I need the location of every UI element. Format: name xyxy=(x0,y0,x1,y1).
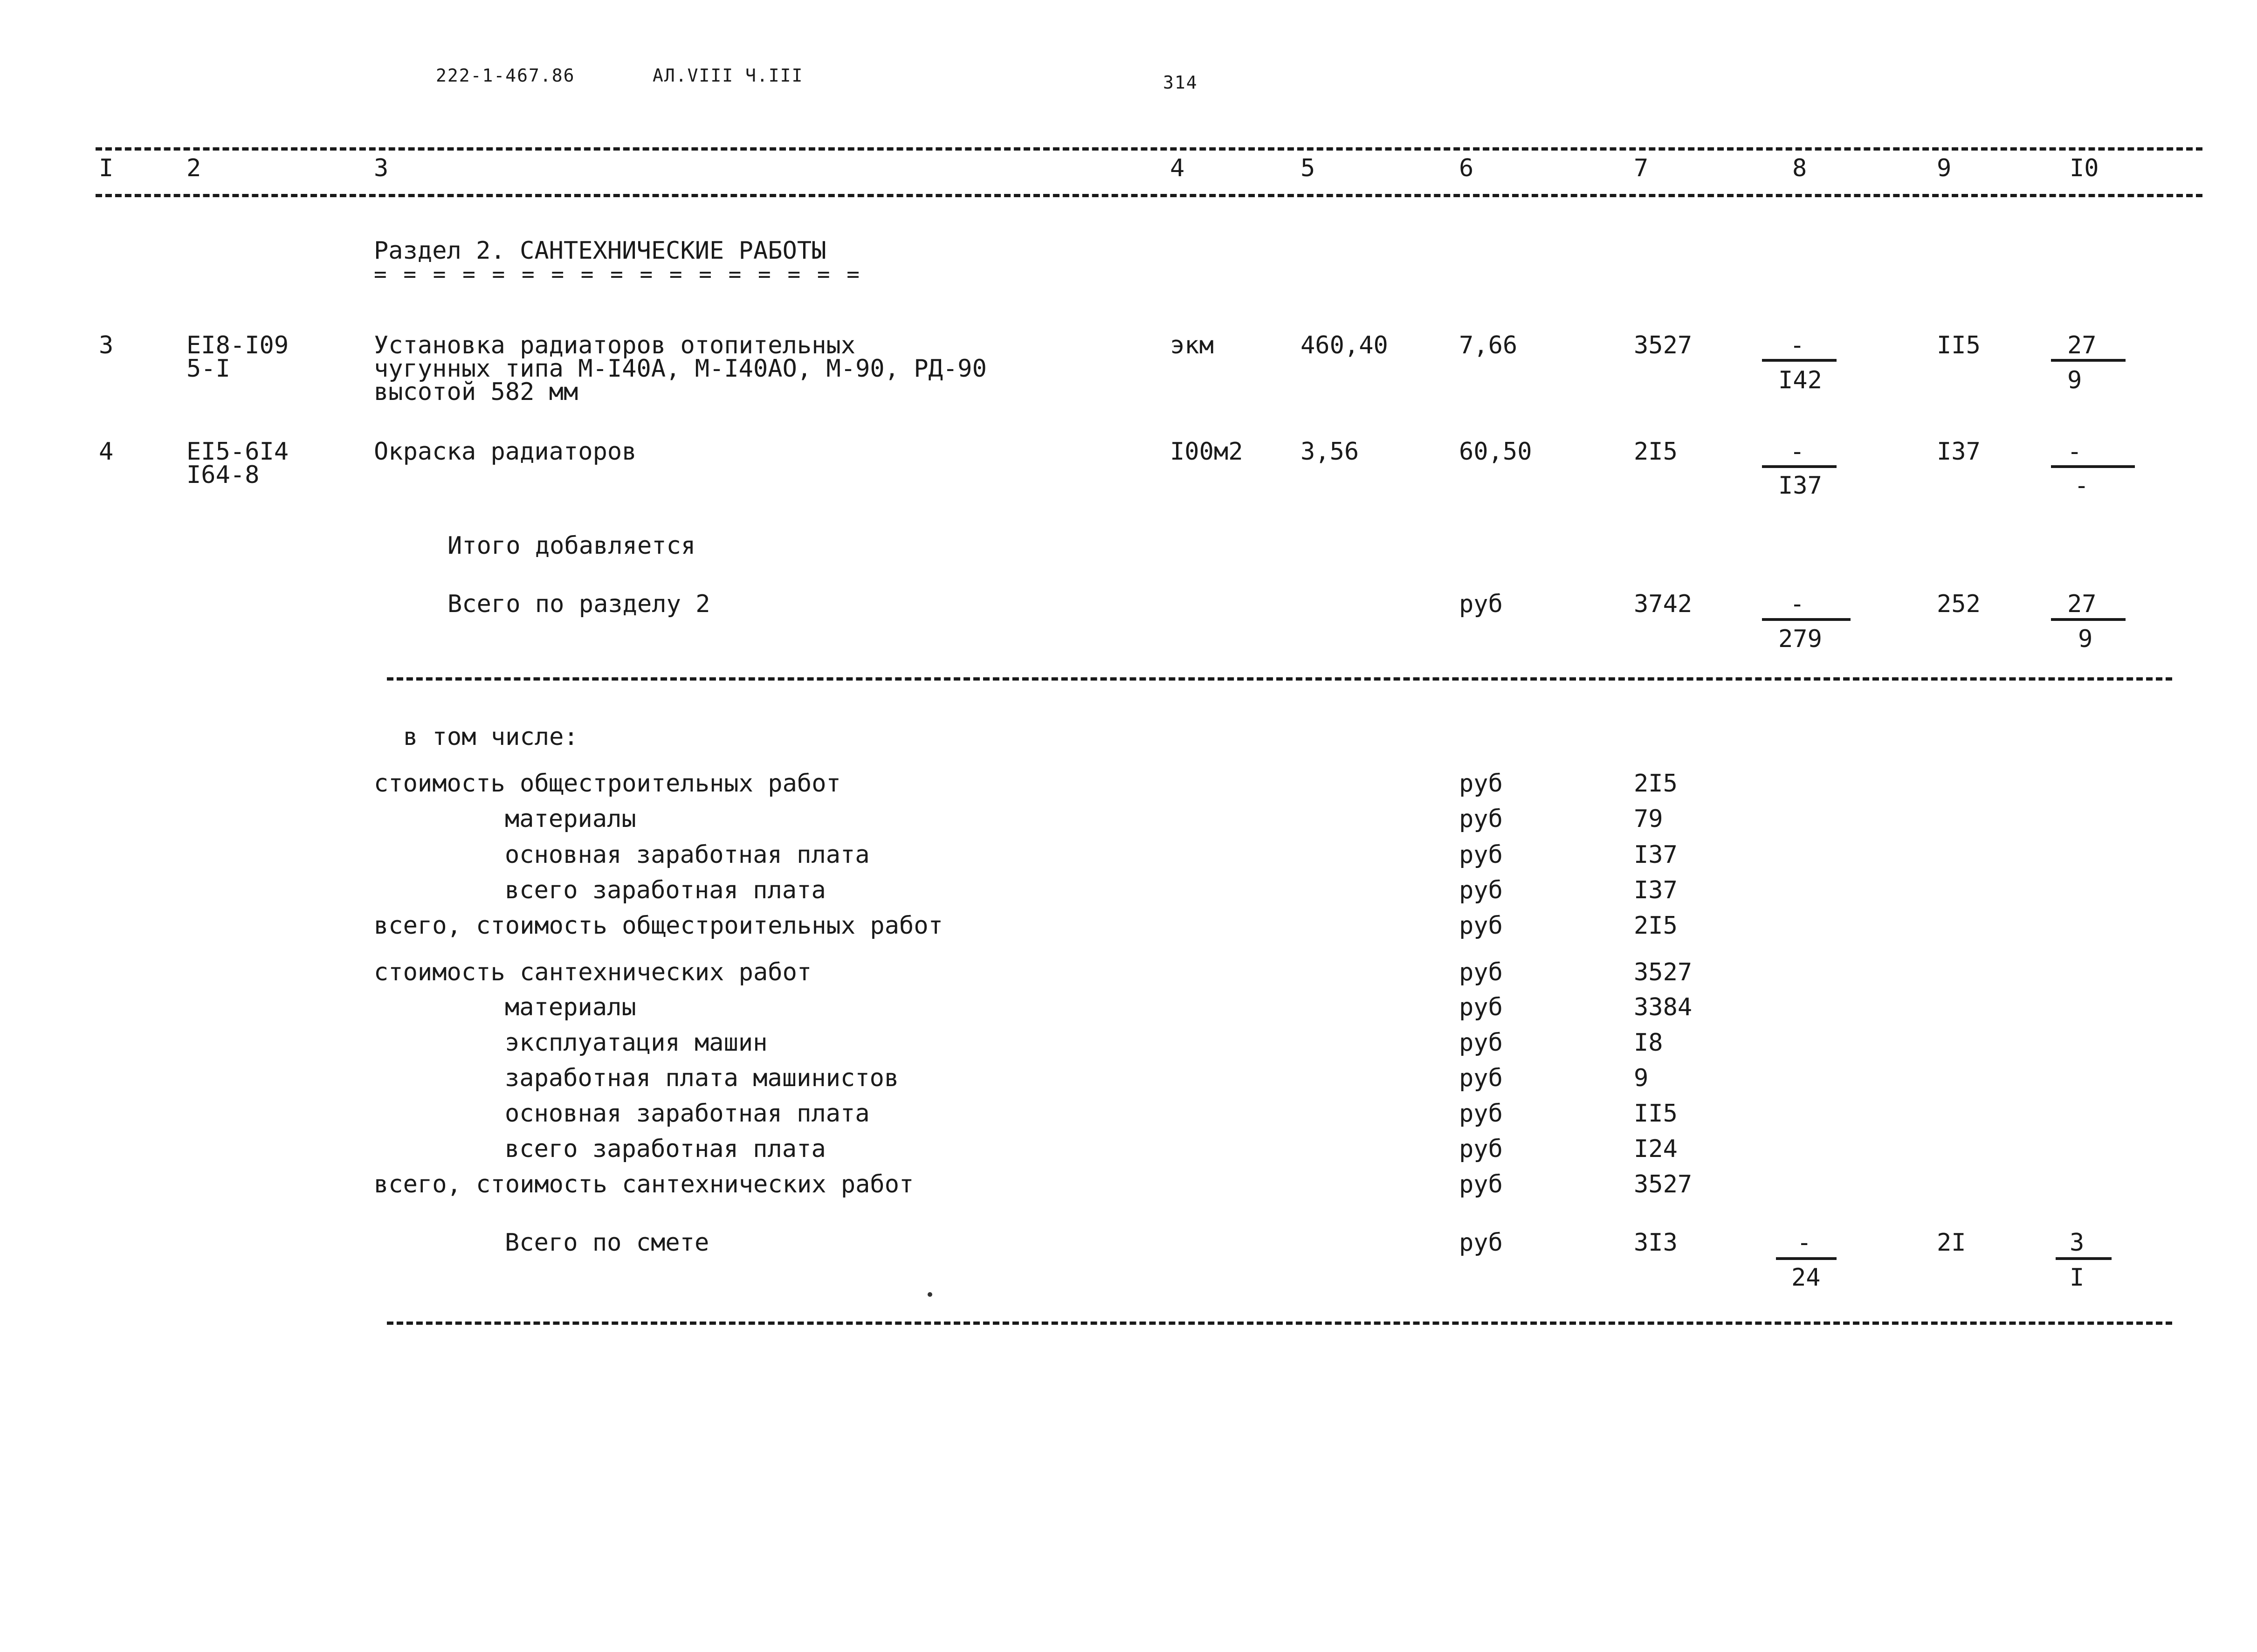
col9-value: I37 xyxy=(1937,438,1981,466)
column-header-5: 5 xyxy=(1301,154,1315,182)
total-cost: 3527 xyxy=(1634,331,1693,359)
col8-numerator: - xyxy=(1797,1229,1812,1257)
fraction-bar xyxy=(1762,359,1837,362)
unit: руб xyxy=(1459,1135,1503,1163)
breakdown-label: всего, стоимость сантехнических работ xyxy=(374,1170,914,1198)
col9-value: 252 xyxy=(1937,590,1981,618)
breakdown-label: всего заработная плата xyxy=(505,1135,826,1163)
unit: руб xyxy=(1459,1064,1503,1092)
fraction-bar xyxy=(2051,618,2126,621)
col8-denominator: I42 xyxy=(1778,366,1822,394)
section-title-underline: = = = = = = = = = = = = = = = = = xyxy=(374,262,861,287)
breakdown-label: основная заработная плата xyxy=(505,1100,870,1128)
breakdown-label: заработная плата машинистов xyxy=(505,1064,899,1092)
breakdown-value: 9 xyxy=(1634,1064,1649,1092)
column-header-10: I0 xyxy=(2070,154,2099,182)
column-header-3: 3 xyxy=(374,154,389,182)
col9-value: II5 xyxy=(1937,331,1981,359)
breakdown-label: материалы xyxy=(505,993,636,1021)
rate-code-sub: 5-I xyxy=(186,355,230,383)
unit: руб xyxy=(1459,770,1503,798)
col8-numerator: - xyxy=(1790,331,1805,359)
section-title: Раздел 2. САНТЕХНИЧЕСКИЕ РАБОТЫ xyxy=(374,237,826,265)
breakdown-value: 3527 xyxy=(1634,958,1693,986)
col10-denominator: 9 xyxy=(2067,366,2082,394)
breakdown-intro: в том числе: xyxy=(403,723,578,751)
page-number: 314 xyxy=(1163,72,1198,93)
breakdown-value: 2I5 xyxy=(1634,912,1678,940)
breakdown-value: 3527 xyxy=(1634,1170,1693,1198)
breakdown-value: I37 xyxy=(1634,876,1678,904)
col10-denominator: I xyxy=(2070,1264,2085,1292)
breakdown-label: основная заработная плата xyxy=(505,841,870,869)
col8-denominator: I37 xyxy=(1778,472,1822,500)
fraction-bar xyxy=(2051,359,2126,362)
row-number: 4 xyxy=(99,438,114,466)
col8-numerator: - xyxy=(1790,438,1805,466)
breakdown-label: всего, стоимость общестроительных работ xyxy=(374,912,943,940)
unit: руб xyxy=(1459,958,1503,986)
unit: руб xyxy=(1459,1100,1503,1128)
breakdown-value: 3384 xyxy=(1634,993,1693,1021)
column-header-9: 9 xyxy=(1937,154,1952,182)
work-description: чугунных типа М-I40А, М-I40АО, М-90, РД-90 xyxy=(374,355,987,383)
breakdown-label: стоимость общестроительных работ xyxy=(374,770,841,798)
work-description: высотой 582 мм xyxy=(374,378,578,406)
col10-numerator: 27 xyxy=(2067,331,2097,359)
unit: руб xyxy=(1459,912,1503,940)
breakdown-value: I37 xyxy=(1634,841,1678,869)
unit-price: 60,50 xyxy=(1459,438,1532,466)
album-reference: АЛ.VIII Ч.III xyxy=(653,65,804,86)
section-end-rule xyxy=(387,677,2172,681)
estimate-total-label: Всего по смете xyxy=(505,1229,709,1257)
unit-price: 7,66 xyxy=(1459,331,1518,359)
itogo-label: Итого добавляется xyxy=(447,532,696,560)
breakdown-label: материалы xyxy=(505,805,636,833)
document-end-rule xyxy=(387,1322,2172,1325)
unit: руб xyxy=(1459,590,1503,618)
column-header-2: 2 xyxy=(186,154,201,182)
breakdown-value: 2I5 xyxy=(1634,770,1678,798)
fraction-bar xyxy=(1762,618,1851,621)
header-bottom-rule xyxy=(96,194,2202,197)
fraction-bar xyxy=(2056,1257,2112,1260)
col10-numerator: 3 xyxy=(2070,1229,2085,1257)
quantity: 3,56 xyxy=(1301,438,1359,466)
column-header-6: 6 xyxy=(1459,154,1474,182)
column-header-7: 7 xyxy=(1634,154,1649,182)
col8-denominator: 279 xyxy=(1778,625,1822,653)
breakdown-label: всего заработная плата xyxy=(505,876,826,904)
breakdown-label: стоимость сантехнических работ xyxy=(374,958,812,986)
document-code: 222-1-467.86 xyxy=(436,65,575,86)
fraction-bar xyxy=(1762,465,1837,468)
col10-numerator: 27 xyxy=(2067,590,2097,618)
work-description: Окраска радиаторов xyxy=(374,438,637,466)
scan-speck xyxy=(928,1292,932,1297)
unit: руб xyxy=(1459,1170,1503,1198)
fraction-bar xyxy=(1776,1257,1837,1260)
breakdown-value: 79 xyxy=(1634,805,1663,833)
breakdown-value: II5 xyxy=(1634,1100,1678,1128)
rate-code-sub: I64-8 xyxy=(186,461,260,489)
work-description: Установка радиаторов отопительных xyxy=(374,331,856,359)
col10-numerator: - xyxy=(2067,438,2082,466)
total-cost: 2I5 xyxy=(1634,438,1678,466)
column-header-4: 4 xyxy=(1170,154,1185,182)
col8-numerator: - xyxy=(1790,590,1805,618)
header-top-rule xyxy=(96,147,2202,151)
unit: экм xyxy=(1170,331,1214,359)
unit: руб xyxy=(1459,1029,1503,1057)
fraction-bar xyxy=(2051,465,2135,468)
row-number: 3 xyxy=(99,331,114,359)
rate-code: EI5-6I4 xyxy=(186,438,289,466)
unit: I00м2 xyxy=(1170,438,1243,466)
total-cost: 3I3 xyxy=(1634,1229,1678,1257)
breakdown-value: I8 xyxy=(1634,1029,1663,1057)
breakdown-label: эксплуатация машин xyxy=(505,1029,768,1057)
column-header-8: 8 xyxy=(1792,154,1807,182)
col9-value: 2I xyxy=(1937,1229,1966,1257)
total-cost: 3742 xyxy=(1634,590,1693,618)
quantity: 460,40 xyxy=(1301,331,1388,359)
section-total-label: Всего по разделу 2 xyxy=(447,590,710,618)
breakdown-value: I24 xyxy=(1634,1135,1678,1163)
unit: руб xyxy=(1459,841,1503,869)
column-header-1: I xyxy=(99,154,114,182)
col10-denominator: - xyxy=(2074,472,2089,500)
rate-code: EI8-I09 xyxy=(186,331,289,359)
unit: руб xyxy=(1459,876,1503,904)
unit: руб xyxy=(1459,1229,1503,1257)
unit: руб xyxy=(1459,993,1503,1021)
unit: руб xyxy=(1459,805,1503,833)
col10-denominator: 9 xyxy=(2078,625,2093,653)
col8-denominator: 24 xyxy=(1791,1264,1821,1292)
